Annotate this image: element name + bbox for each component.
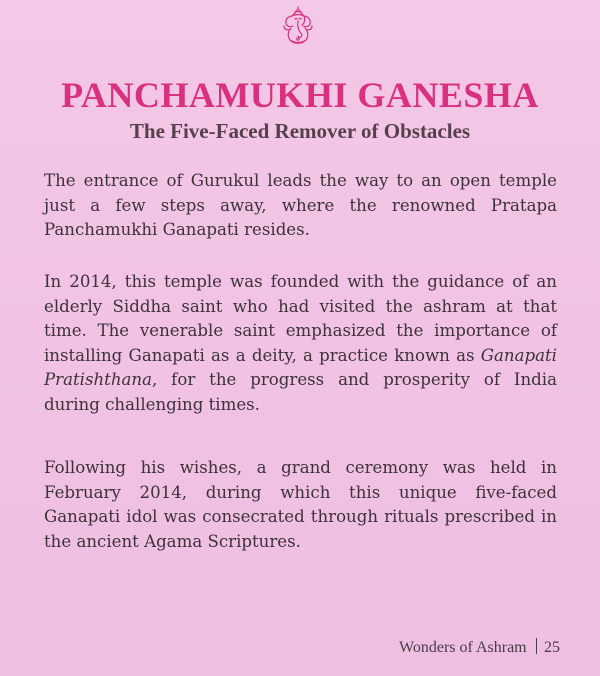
page-number: 25: [544, 639, 560, 656]
ganapati-pratishthana-term: Ganapati Pratishthana: [44, 345, 557, 390]
paragraph-founding-text-end: , for the progress and prosperity of India during challenging times.: [44, 370, 557, 414]
ganesha-icon: [276, 6, 320, 46]
footer-separator: [536, 638, 537, 654]
paragraph-entrance: The entrance of Gurukul leads the way to an open temple just a few steps away, where the renowned Pratapa Panchamukhi Ganapati resides.: [44, 171, 557, 240]
book-title: Wonders of Ashram: [399, 639, 527, 656]
paragraph-founding: [44, 270, 557, 418]
paragraph-ceremony: Following his wishes, a grand ceremony was held in February 2014, during which this unique five-faced Ganapati idol was consecrated through rituals prescribed in the ancient Agama Scriptures.: [44, 458, 557, 551]
page-subtitle: The Five-Faced Remover of Obstacles: [129, 119, 471, 143]
page-footer: [399, 637, 560, 659]
page-title: PANCHAMUKHI GANESHA: [61, 75, 539, 115]
paragraph-founding-text: In 2014, this temple was founded with the guidance of an elderly Siddha saint who had visited the ashram at that time. The venerable saint emphasized the importance of installing Ganapati as a deity, a practice known as: [44, 272, 557, 365]
